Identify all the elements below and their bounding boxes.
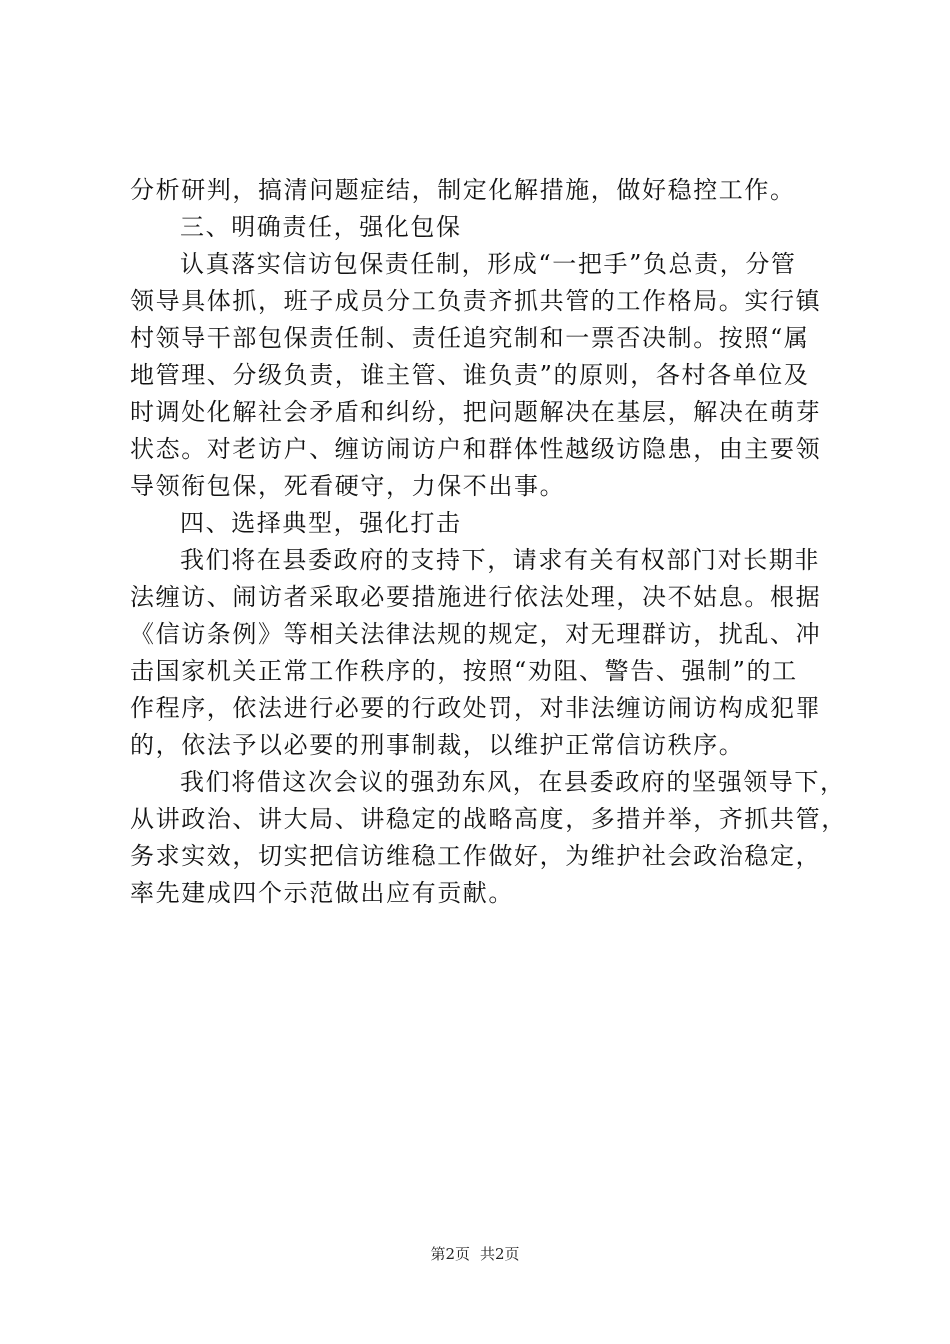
page-number-current: 第2页 [430,1245,470,1263]
body-line: 《信访条例》等相关法律法规的规定，对无理群访，扰乱、冲 [130,620,822,648]
body-line: 地管理、分级负责，谁主管、谁负责”的原则，各村各单位及 [130,361,810,389]
body-line: 我们将借这次会议的强劲东风，在县委政府的坚强领导下， [180,768,846,796]
section-heading: 三、明确责任，强化包保 [180,213,462,241]
page-number-total: 共2页 [480,1245,520,1263]
body-line: 务求实效，切实把信访维稳工作做好，为维护社会政治稳定， [130,842,822,870]
body-line: 率先建成四个示范做出应有贡献。 [130,879,514,907]
body-line: 我们将在县委政府的支持下，请求有关有权部门对长期非 [180,546,820,574]
body-line: 法缠访、闹访者采取必要措施进行依法处理，决不姑息。根据 [130,583,822,611]
body-line: 击国家机关正常工作秩序的，按照“劝阻、警告、强制”的工 [130,657,798,685]
body-line: 的，依法予以必要的刑事制裁，以维护正常信访秩序。 [130,731,745,759]
document-body [130,172,847,912]
body-line: 领导具体抓，班子成员分工负责齐抓共管的工作格局。实行镇 [130,287,822,315]
body-line: 导领衔包保，死看硬守，力保不出事。 [130,472,566,500]
body-line: 时调处化解社会矛盾和纠纷，把问题解决在基层，解决在萌芽 [130,398,822,426]
section-heading: 四、选择典型，强化打击 [180,509,462,537]
body-line: 状态。对老访户、缠访闹访户和群体性越级访隐患，由主要领 [130,435,822,463]
body-line: 村领导干部包保责任制、责任追究制和一票否决制。按照“属 [130,324,810,352]
body-line: 认真落实信访包保责任制，形成“一把手”负总责，分管 [180,250,797,278]
body-line: 从讲政治、讲大局、讲稳定的战略高度，多措并举，齐抓共管， [130,805,847,833]
body-line: 作程序，依法进行必要的行政处罚，对非法缠访闹访构成犯罪 [130,694,822,722]
page-footer [0,1244,950,1264]
body-line: 分析研判，搞清问题症结，制定化解措施，做好稳控工作。 [130,176,796,204]
